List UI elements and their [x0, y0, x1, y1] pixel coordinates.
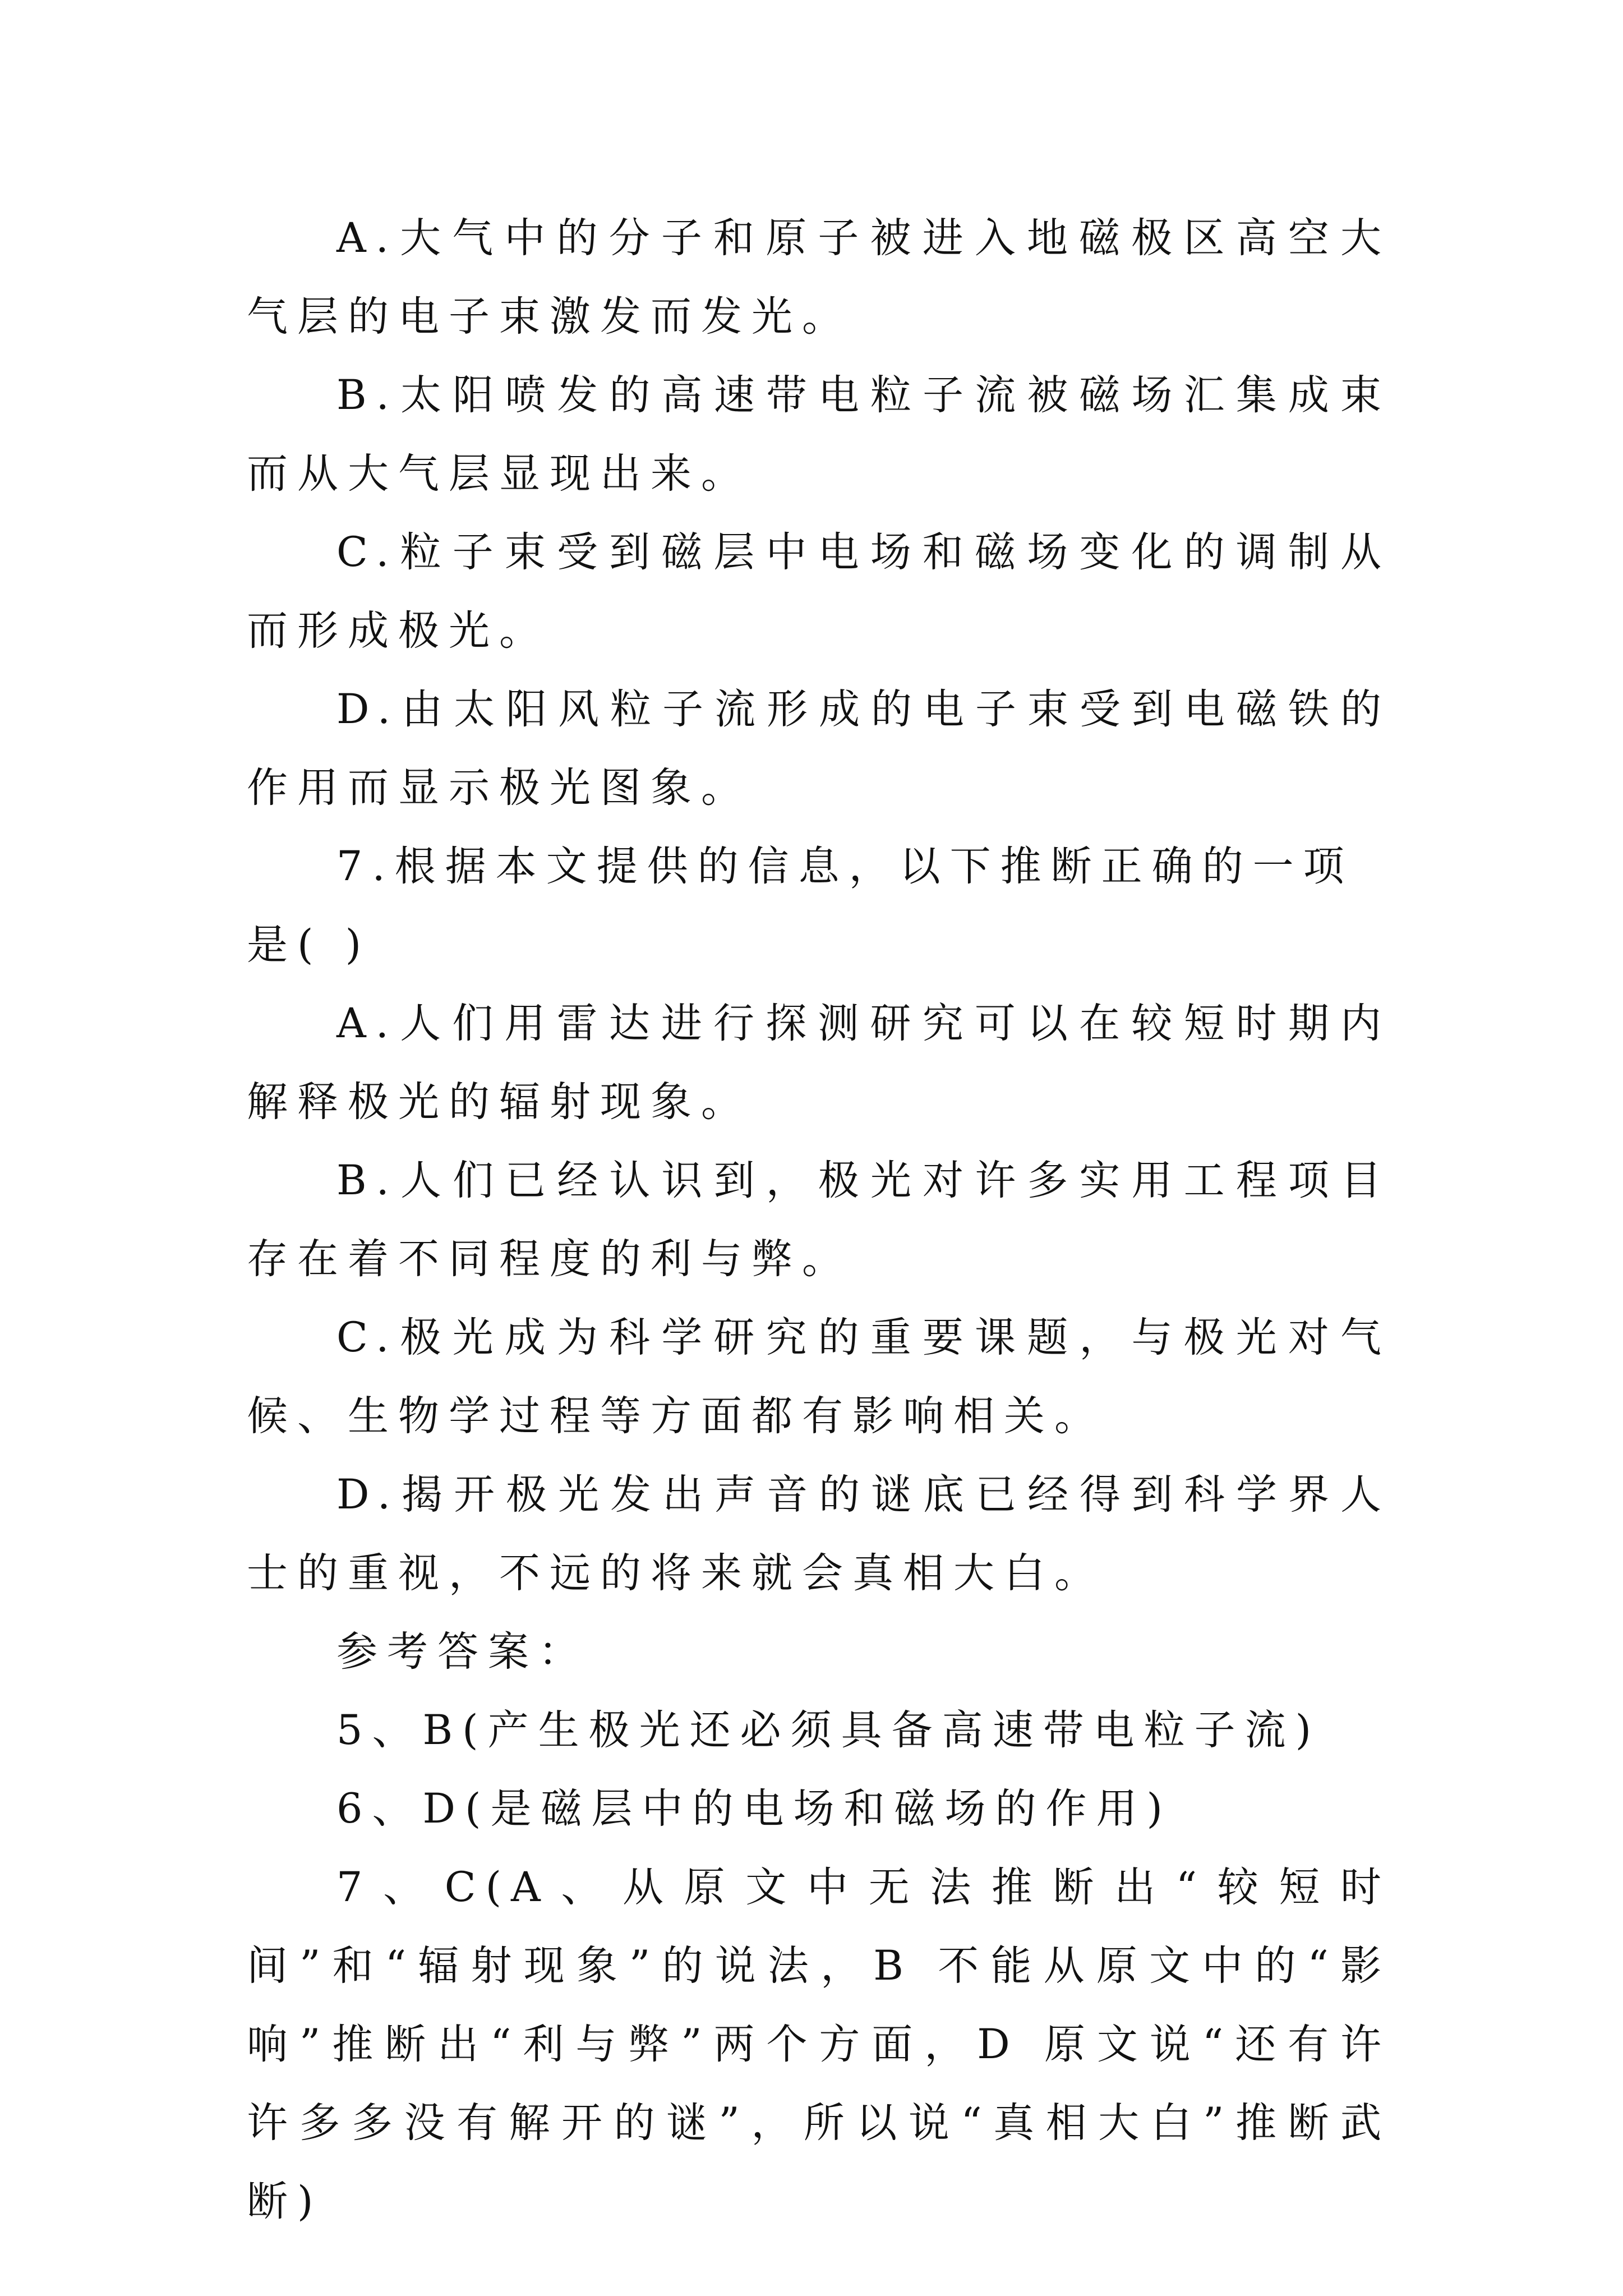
document-body: [247, 199, 1391, 2241]
option-6d: D.由太阳风粒子流形成的电子束受到电磁铁的作用而显示极光图象。: [247, 685, 1391, 812]
option-7d: D.揭开极光发出声音的谜底已经得到科学界人士的重视，不远的将来就会真相大白。: [247, 1471, 1391, 1597]
option-6a: A.大气中的分子和原子被进入地磁极区高空大气层的电子束激发而发光。: [247, 214, 1391, 341]
option-7c: C.极光成为科学研究的重要课题，与极光对气候、生物学过程等方面都有影响相关。: [247, 1314, 1391, 1440]
option-7b: B.人们已经认识到，极光对许多实用工程项目存在着不同程度的利与弊。: [247, 1157, 1391, 1283]
answer-7: 7、C(A、从原文中无法推断出“较短时间”和“辐射现象”的说法，B 不能从原文中的“影响”推断出“利与弊”两个方面，D 原文说“还有许许多多没有解开的谜”，所以说“真相大白”推断武断): [247, 1864, 1391, 2225]
answer-5: 5、B(产生极光还必须具备高速带电粒子流): [336, 1706, 1321, 1754]
answer-6: 6、D(是磁层中的电场和磁场的作用): [336, 1785, 1172, 1833]
option-6c: C.粒子束受到磁层中电场和磁场变化的调制从而形成极光。: [247, 528, 1391, 655]
answer-heading: 参考答案：: [336, 1628, 589, 1676]
question-7: 7.根据本文提供的信息，以下推断正确的一项是( ): [247, 843, 1354, 969]
option-7a: A.人们用雷达进行探测研究可以在较短时期内解释极光的辐射现象。: [247, 1000, 1391, 1126]
option-6b: B.太阳喷发的高速带电粒子流被磁场汇集成束而从大气层显现出来。: [247, 371, 1391, 498]
